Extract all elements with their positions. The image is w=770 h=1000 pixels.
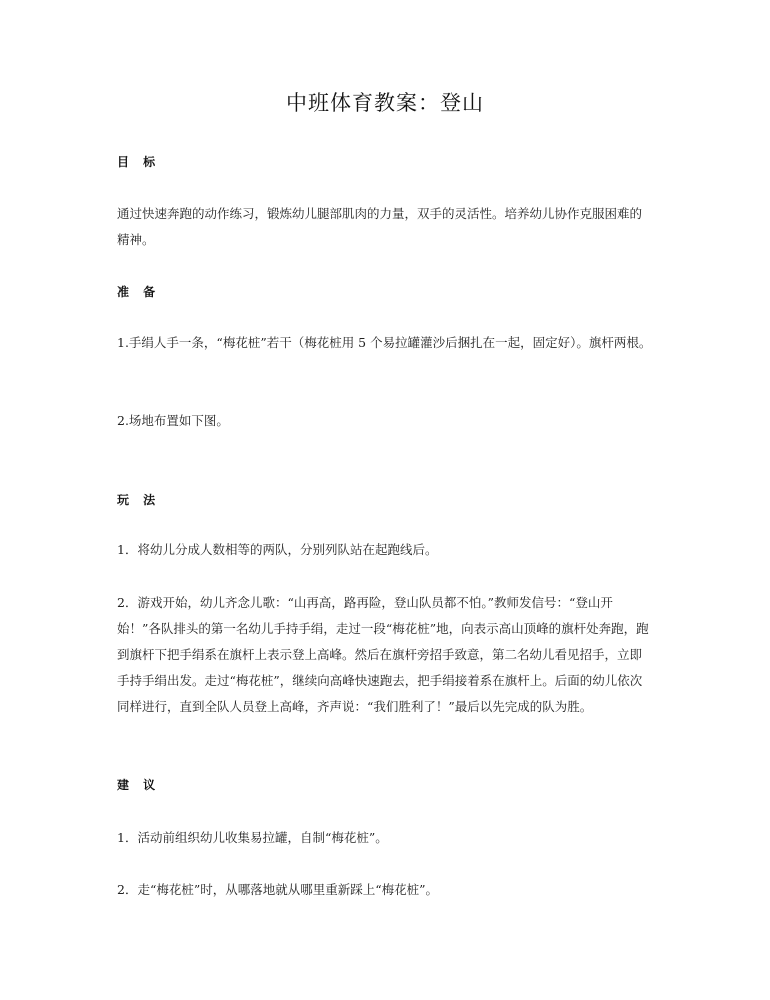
section-heading-prep: 准 备 [117,285,161,299]
section-heading-advice: 建 议 [117,778,161,792]
play-paragraph-2: 2．游戏开始，幼儿齐念儿歌：“山再高，路再险，登山队员都不怕。”教师发信号：“登山开始！”各队排头的第一名幼儿手持手绢，走过一段“梅花桩”地，向表示高山顶峰的旗杆处奔跑，跑到旗杆下把手绢系在旗杆上表示登上高峰。然后在旗杆旁招手致意，第二名幼儿看见招手，立即手持手绢出发。走过“梅花桩”，继续向高峰快速跑去，把手绢接着系在旗杆上。后面的幼儿依次同样进行，直到全队人员登上高峰，齐声说：“我们胜利了！”最后以先完成的队为胜。 [117,595,649,714]
goal-paragraph: 通过快速奔跑的动作练习，锻炼幼儿腿部肌肉的力量，双手的灵活性。培养幼儿协作克服困难的精神。 [117,206,643,247]
prep-paragraph-2: 2.场地布置如下图。 [117,413,229,428]
section-heading-play: 玩 法 [117,493,161,507]
section-heading-goal: 目 标 [117,155,161,169]
advice-paragraph-1: 1．活动前组织幼儿收集易拉罐，自制“梅花桩”。 [117,830,388,845]
prep-paragraph-1: 1.手绢人手一条，“梅花桩”若干（梅花桩用 5 个易拉罐灌沙后捆扎在一起，固定好）。旗杆两根。 [117,335,652,350]
advice-paragraph-2: 2．走“梅花桩”时，从哪落地就从哪里重新踩上“梅花桩”。 [117,882,439,897]
document-title: 中班体育教案：登山 [286,91,484,115]
play-paragraph-1: 1．将幼儿分成人数相等的两队，分别列队站在起跑线后。 [117,542,438,557]
